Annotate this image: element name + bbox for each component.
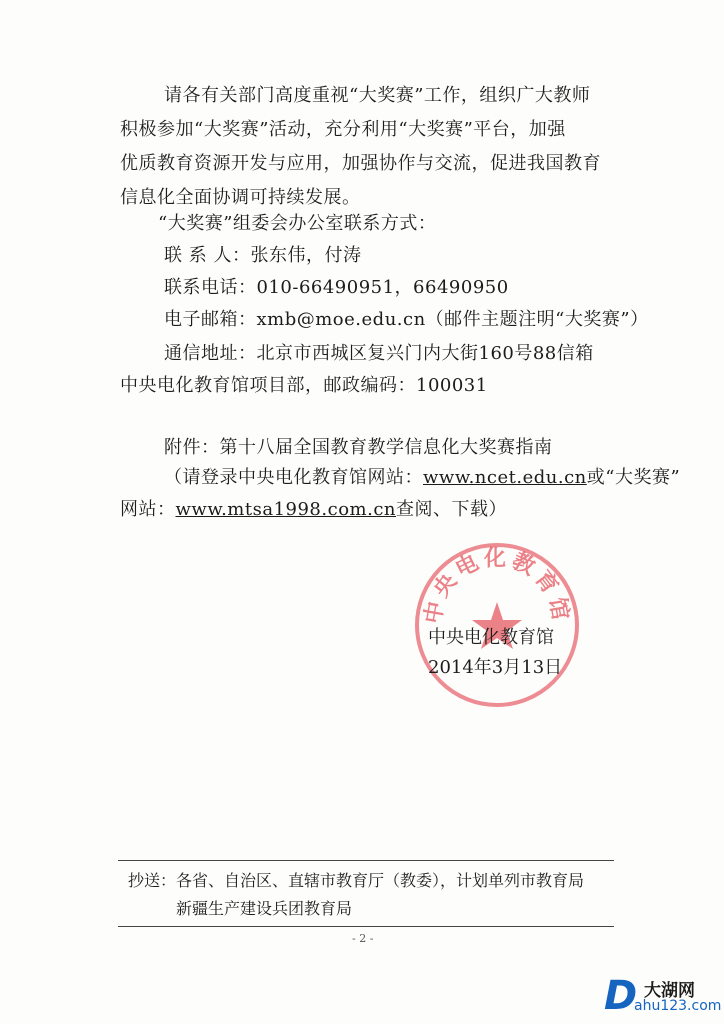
watermark-url: ahu123.com: [634, 998, 722, 1014]
ncet-website-link[interactable]: www.ncet.edu.cn: [423, 467, 587, 488]
signature-org: 中央电化教育馆: [428, 627, 554, 648]
signature-date: 2014年3月13日: [428, 657, 563, 678]
attachment-title: 附件：第十八届全国教育教学信息化大奖赛指南: [164, 437, 553, 458]
seal-text: 中央电化教育馆: [420, 546, 574, 626]
attachment-note-suffix: 查阅、下载）: [396, 499, 507, 520]
site-watermark: [604, 974, 720, 1020]
mtsa-website-link[interactable]: www.mtsa1998.com.cn: [175, 499, 396, 520]
contact-person: 联 系 人：张东伟，付涛: [164, 245, 362, 266]
body-paragraph-line: 信息化全面协调可持续发展。: [120, 187, 361, 208]
body-paragraph-line: 积极参加“大奖赛”活动，充分利用“大奖赛”平台，加强: [120, 119, 566, 140]
attachment-note-line: [164, 466, 680, 490]
seal-graphic: [412, 540, 582, 710]
page-number: - 2 -: [352, 932, 374, 945]
contact-phone: 联系电话：010-66490951，66490950: [164, 277, 509, 298]
cc-line: 抄送：各省、自治区、直辖市教育厅（教委），计划单列市教育局: [128, 871, 585, 890]
cc-line: 新疆生产建设兵团教育局: [176, 899, 353, 918]
address-line: 通信地址：北京市西城区复兴门内大街160号88信箱: [164, 343, 594, 364]
official-seal: [412, 540, 582, 710]
attachment-note-suffix: 或“大奖赛”: [586, 467, 681, 488]
attachment-note-prefix: 网站：: [120, 499, 176, 520]
body-paragraph-line: 优质教育资源开发与应用，加强协作与交流，促进我国教育: [120, 153, 601, 174]
cc-top-rule: [118, 860, 614, 861]
address-line: 中央电化教育馆项目部，邮政编码：100031: [120, 375, 488, 396]
watermark-logo-icon: D: [604, 973, 638, 1019]
attachment-note-line: [120, 498, 507, 522]
contact-email: 电子邮箱：xmb@moe.edu.cn（邮件主题注明“大奖赛”）: [164, 309, 649, 330]
attachment-note-prefix: （请登录中央电化教育馆网站：: [164, 467, 423, 488]
contact-heading: “大奖赛”组委会办公室联系方式：: [158, 213, 437, 234]
body-paragraph-line: 请各有关部门高度重视“大奖赛”工作，组织广大教师: [164, 85, 591, 106]
cc-bottom-rule: [118, 926, 614, 927]
watermark-title: 大湖网: [644, 981, 695, 1001]
